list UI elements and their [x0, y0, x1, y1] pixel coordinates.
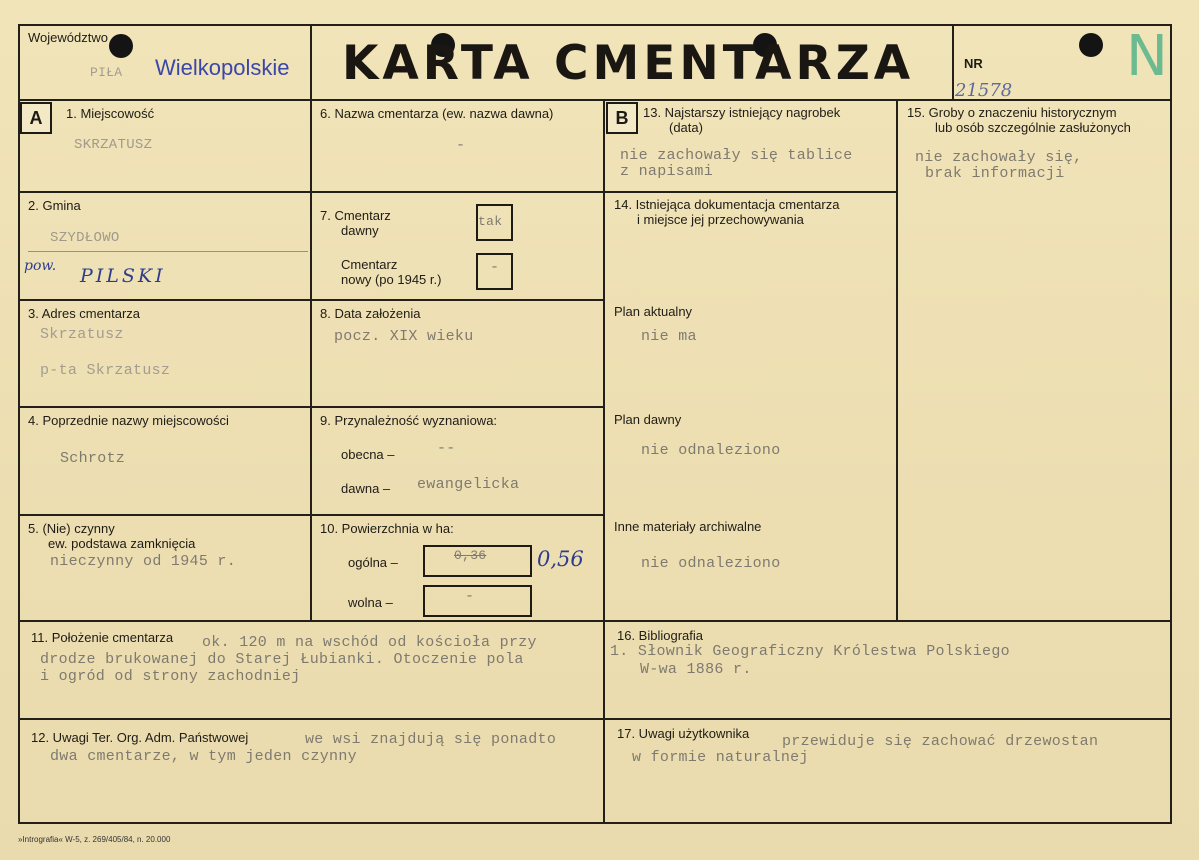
- plan-dawny-label: Plan dawny: [614, 412, 682, 427]
- field-2-value: SZYDŁOWO: [50, 230, 120, 246]
- punch-hole: [1079, 33, 1103, 57]
- field-7-dawny-label: 7. Cmentarz: [320, 208, 391, 223]
- field-6-label: 6. Nazwa cmentarza (ew. nazwa dawna): [320, 106, 554, 121]
- field-5-label: 5. (Nie) czynny: [28, 521, 115, 536]
- field-11-line3: i ogród od strony zachodniej: [40, 668, 301, 685]
- field-12-label: 12. Uwagi Ter. Org. Adm. Państwowej: [31, 730, 249, 745]
- field-15-sublabel: lub osób szczególnie zasłużonych: [935, 120, 1131, 135]
- field-7-dawny-value: tak: [478, 214, 503, 229]
- field-8-value: pocz. XIX wieku: [334, 328, 474, 345]
- field-2-label: 2. Gmina: [28, 198, 81, 213]
- field-10-ogolna-handwritten: 0,56: [537, 547, 584, 571]
- punch-hole: [109, 34, 133, 58]
- field-9-label: 9. Przynależność wyznaniowa:: [320, 413, 498, 428]
- field-7-dawny-sublabel: dawny: [341, 223, 379, 238]
- field-3-line1: Skrzatusz: [40, 326, 124, 343]
- nr-label: NR: [964, 56, 983, 71]
- field-13-label: 13. Najstarszy istniejący nagrobek: [643, 105, 841, 120]
- plan-dawny-value: nie odnaleziono: [641, 442, 781, 459]
- field-9-dawna-label: dawna –: [341, 481, 391, 496]
- field-1-value: SKRZATUSZ: [74, 137, 153, 153]
- field-16-label: 16. Bibliografia: [617, 628, 703, 643]
- wojewodztwo-stamp: Wielkopolskie: [155, 55, 290, 80]
- field-14-label: 14. Istniejąca dokumentacja cmentarza: [614, 197, 840, 212]
- field-15-line2: brak informacji: [925, 165, 1065, 182]
- field-17-label: 17. Uwagi użytkownika: [617, 726, 750, 741]
- field-10-ogolna-value: 0,36: [454, 548, 487, 563]
- field-5-value: nieczynny od 1945 r.: [50, 553, 237, 570]
- field-7-nowy-sublabel: nowy (po 1945 r.): [341, 272, 442, 287]
- field-2-pow-prefix: pow.: [24, 258, 57, 274]
- field-2-pow-value: PILSKI: [80, 265, 166, 287]
- field-10-label: 10. Powierzchnia w ha:: [320, 521, 454, 536]
- field-7-nowy-label: Cmentarz: [341, 257, 398, 272]
- field-16-line2: W-wa 1886 r.: [640, 661, 752, 678]
- section-a-badge: A: [20, 102, 52, 134]
- inne-materialy-label: Inne materiały archiwalne: [614, 519, 762, 534]
- field-14-sublabel: i miejsce jej przechowywania: [637, 212, 804, 227]
- field-16-line1: 1. Słownik Geograficzny Królestwa Polskiego: [610, 643, 1010, 660]
- field-9-dawna-value: ewangelicka: [417, 476, 520, 493]
- field-9-obecna-value: --: [437, 440, 456, 457]
- print-footer: »Intrografia« W-5, z. 269/405/84, n. 20.000: [18, 835, 171, 844]
- letter-stamp: N: [1126, 24, 1168, 89]
- wojewodztwo-old-value: PIŁA: [90, 65, 123, 80]
- field-9-obecna-label: obecna –: [341, 447, 395, 462]
- field-13-line1: nie zachowały się tablice: [620, 147, 853, 164]
- inne-materialy-value: nie odnaleziono: [641, 555, 781, 572]
- plan-aktualny-label: Plan aktualny: [614, 304, 693, 319]
- section-b-badge: B: [606, 102, 638, 134]
- field-17-line1: przewiduje się zachować drzewostan: [782, 733, 1099, 750]
- field-11-line1: ok. 120 m na wschód od kościoła przy: [202, 634, 537, 651]
- field-10-wolna-value: -: [465, 588, 475, 605]
- field-1-label: 1. Miejscowość: [66, 106, 155, 121]
- field-13-line2: z napisami: [620, 163, 714, 180]
- field-10-ogolna-label: ogólna –: [348, 555, 398, 570]
- field-15-line1: nie zachowały się,: [915, 149, 1083, 166]
- field-7-nowy-value: -: [490, 259, 500, 276]
- field-17-line2: w formie naturalnej: [632, 749, 809, 766]
- field-10-wolna-label: wolna –: [348, 595, 393, 610]
- field-4-label: 4. Poprzednie nazwy miejscowości: [28, 413, 229, 428]
- wojewodztwo-label: Województwo: [28, 30, 108, 45]
- field-4-value: Schrotz: [60, 450, 126, 467]
- field-11-label: 11. Położenie cmentarza: [31, 630, 174, 645]
- field-15-label: 15. Groby o znaczeniu historycznym: [907, 105, 1117, 120]
- field-3-label: 3. Adres cmentarza: [28, 306, 140, 321]
- field-3-line2: p-ta Skrzatusz: [40, 362, 171, 379]
- field-10-wolna-box: [423, 585, 532, 617]
- field-11-line2: drodze brukowanej do Starej Łubianki. Otoczenie pola: [40, 651, 524, 668]
- field-12-line1: we wsi znajdują się ponadto: [305, 731, 557, 748]
- field-5-sublabel: ew. podstawa zamknięcia: [48, 536, 196, 551]
- field-13-sublabel: (data): [669, 120, 703, 135]
- field-12-line2: dwa cmentarze, w tym jeden czynny: [50, 748, 357, 765]
- card-title: KARTA CMENTARZA: [342, 36, 915, 91]
- field-6-value: -: [456, 137, 466, 154]
- field-8-label: 8. Data założenia: [320, 306, 421, 321]
- nr-value: 21578: [955, 80, 1013, 101]
- plan-aktualny-value: nie ma: [641, 328, 697, 345]
